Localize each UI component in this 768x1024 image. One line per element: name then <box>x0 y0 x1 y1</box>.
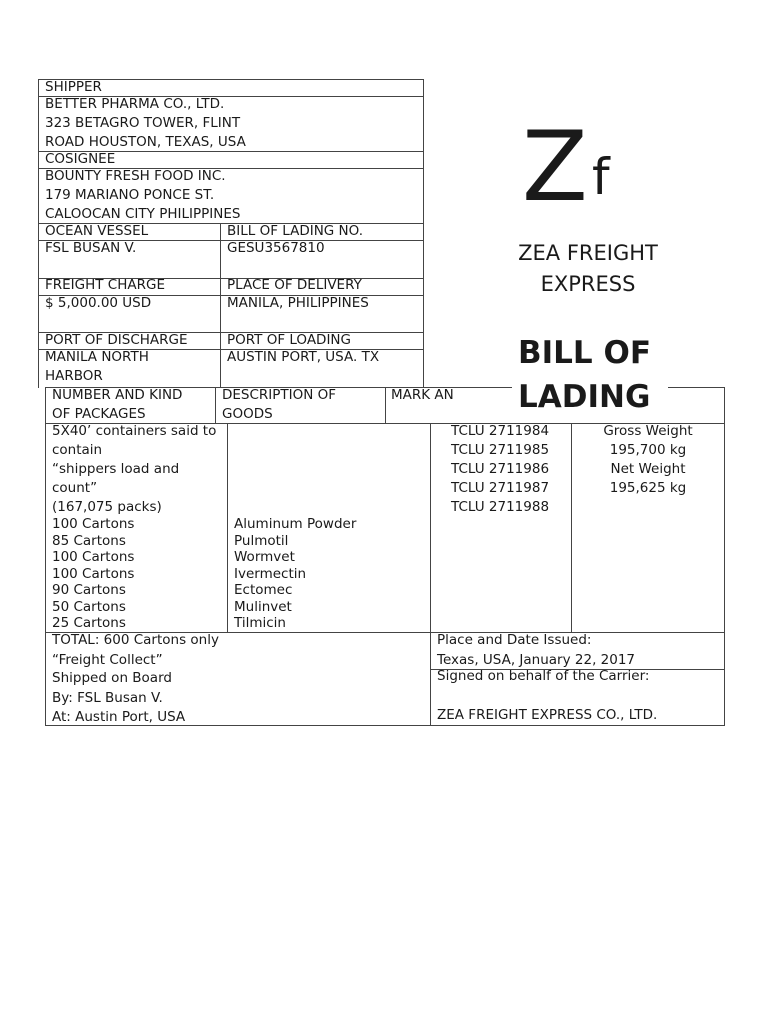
package-qty: 100 Cartons <box>52 516 135 532</box>
container-number: TCLU 2711988 <box>451 499 550 515</box>
gross-weight-label: Gross Weight <box>603 423 693 439</box>
consignee-line-1: BOUNTY FRESH FOOD INC. <box>45 168 226 184</box>
signature-value: ZEA FREIGHT EXPRESS CO., LTD. <box>437 707 658 723</box>
package-desc: Ivermectin <box>234 566 307 582</box>
container-number: TCLU 2711984 <box>451 423 550 439</box>
package-desc: Ectomec <box>234 582 293 598</box>
consignee-line-2: 179 MARIANO PONCE ST. <box>45 187 215 203</box>
consignee-line-3: CALOOCAN CITY PHILIPPINES <box>45 206 241 222</box>
place-of-delivery-label: PLACE OF DELIVERY <box>227 277 362 293</box>
issue-label: Place and Date Issued: <box>437 632 592 648</box>
ocean-vessel-value: FSL BUSAN V. <box>45 240 137 256</box>
shipper-line-2: 323 BETAGRO TOWER, FLINT <box>45 115 241 131</box>
package-qty: 85 Cartons <box>52 533 126 549</box>
container-number: TCLU 2711986 <box>451 461 550 477</box>
freight-charge-value: $ 5,000.00 USD <box>45 295 152 311</box>
package-desc: Mulinvet <box>234 599 292 615</box>
package-qty: 100 Cartons <box>52 566 135 582</box>
port-of-loading-label: PORT OF LOADING <box>227 332 351 348</box>
port-of-discharge-line-2: HARBOR <box>45 368 103 384</box>
package-desc: Aluminum Powder <box>234 516 357 532</box>
ocean-vessel-label: OCEAN VESSEL <box>45 223 149 239</box>
shipper-line-3: ROAD HOUSTON, TEXAS, USA <box>45 134 246 150</box>
package-qty: 25 Cartons <box>52 615 126 631</box>
net-weight-value: 195,625 kg <box>609 480 687 496</box>
gross-weight-value: 195,700 kg <box>609 442 687 458</box>
totals-line-5: At: Austin Port, USA <box>52 709 186 725</box>
package-qty: 90 Cartons <box>52 582 126 598</box>
packages-header-line-2: OF PACKAGES <box>52 406 146 422</box>
bill-no-label: BILL OF LADING NO. <box>227 223 364 239</box>
totals-line-4: By: FSL Busan V. <box>52 690 163 706</box>
packages-intro-line-3: “shippers load and <box>52 461 180 477</box>
consignee-label: COSIGNEE <box>45 151 116 167</box>
packages-header-line-1: NUMBER AND KIND <box>52 387 183 403</box>
description-header-line-1: DESCRIPTION OF <box>222 387 337 403</box>
description-header-line-2: GOODS <box>222 406 273 422</box>
packages-intro-line-1: 5X40’ containers said to <box>52 423 217 439</box>
port-of-discharge-line-1: MANILA NORTH <box>45 349 149 365</box>
issue-value: Texas, USA, January 22, 2017 <box>437 652 636 668</box>
net-weight-label: Net Weight <box>610 461 686 477</box>
container-number: TCLU 2711985 <box>451 442 550 458</box>
container-number: TCLU 2711987 <box>451 480 550 496</box>
package-desc: Wormvet <box>234 549 295 565</box>
logo-letter-z: Z <box>522 111 588 223</box>
port-of-discharge-label: PORT OF DISCHARGE <box>45 332 188 348</box>
logo-letter-f: f <box>592 148 610 206</box>
signature-label: Signed on behalf of the Carrier: <box>437 668 650 684</box>
package-desc: Tilmicin <box>234 615 286 631</box>
bill-no-value: GESU3567810 <box>227 240 325 256</box>
totals-line-1: TOTAL: 600 Cartons only <box>52 632 219 648</box>
totals-line-2: “Freight Collect” <box>52 652 163 668</box>
totals-line-3: Shipped on Board <box>52 670 172 686</box>
package-qty: 100 Cartons <box>52 549 135 565</box>
packages-intro-line-5: (167,075 packs) <box>52 499 162 515</box>
packages-intro-line-4: count” <box>52 480 98 496</box>
marks-header: MARK AN <box>391 387 454 403</box>
packages-intro-line-2: contain <box>52 442 103 458</box>
port-of-loading-value: AUSTIN PORT, USA. TX <box>227 349 380 365</box>
package-qty: 50 Cartons <box>52 599 126 615</box>
freight-charge-label: FREIGHT CHARGE <box>45 277 165 293</box>
shipper-line-1: BETTER PHARMA CO., LTD. <box>45 96 225 112</box>
package-desc: Pulmotil <box>234 533 289 549</box>
document-title: BILL OF LADING <box>512 331 668 419</box>
shipper-label: SHIPPER <box>45 79 102 95</box>
company-name: ZEA FREIGHT EXPRESS <box>518 241 658 296</box>
place-of-delivery-value: MANILA, PHILIPPINES <box>227 295 369 311</box>
